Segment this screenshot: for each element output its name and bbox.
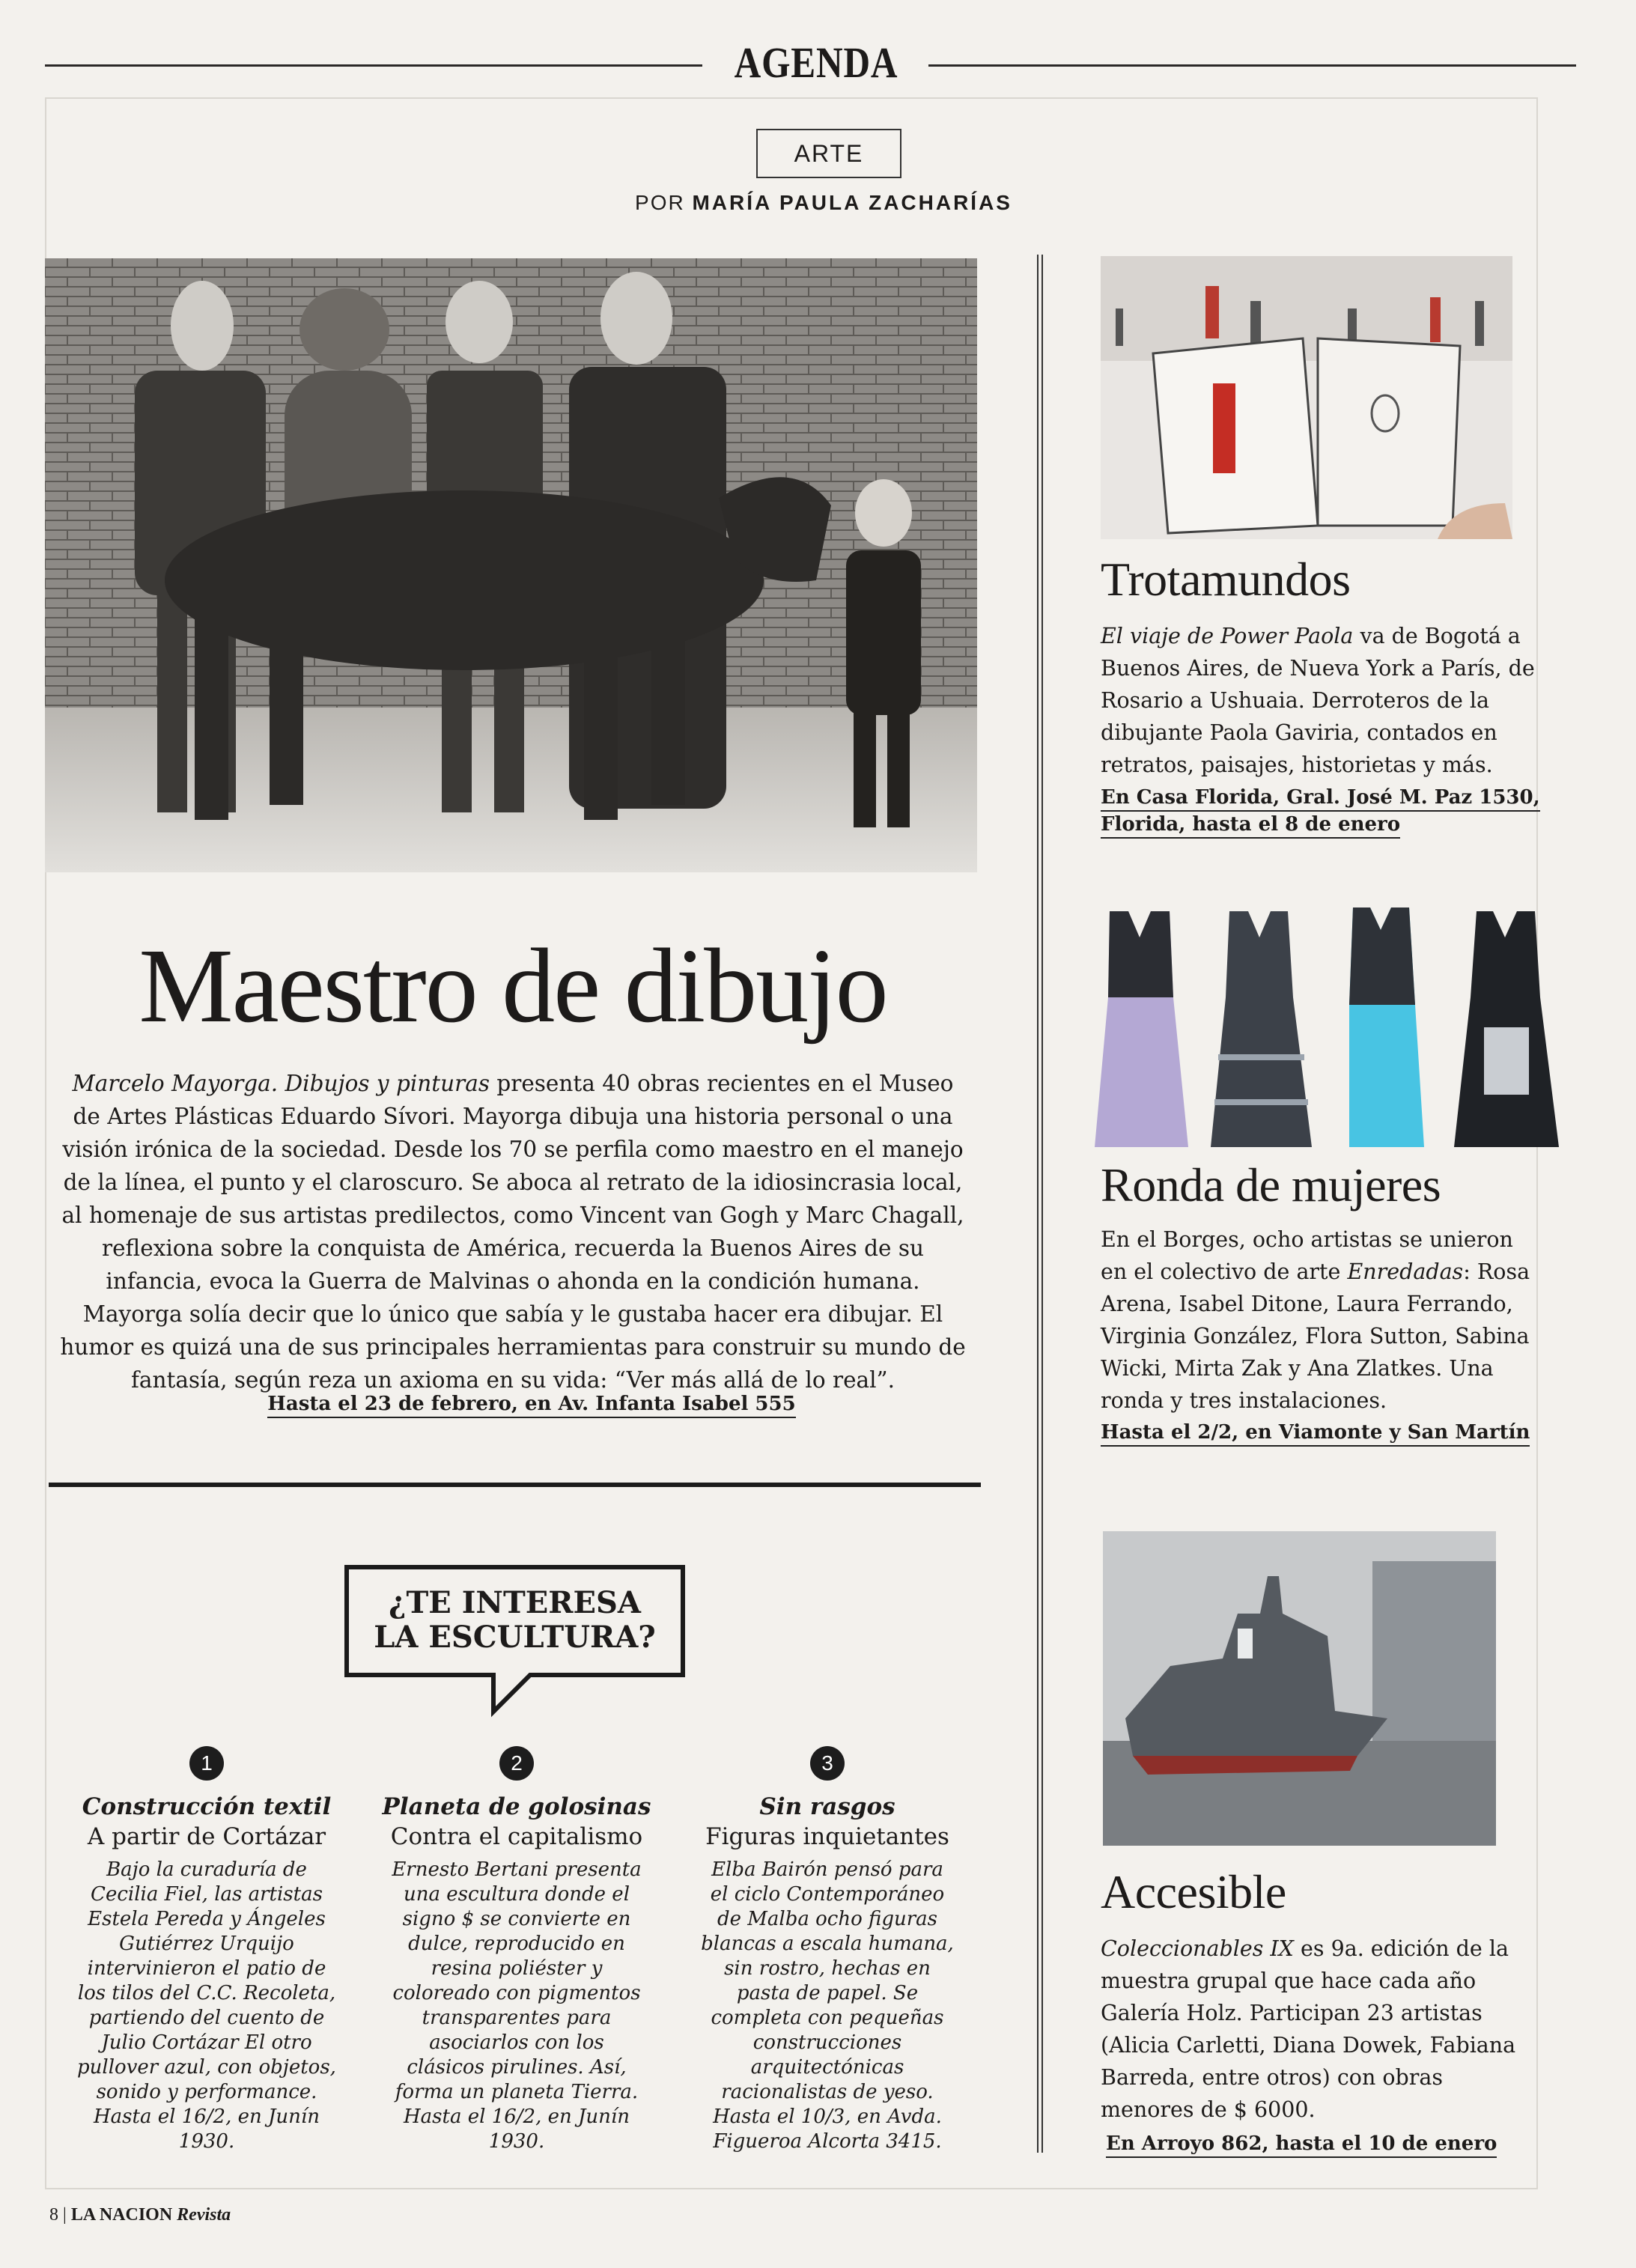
article-credit-wrap bbox=[225, 1393, 839, 1415]
item-subtitle: Figuras inquietantes bbox=[705, 1823, 949, 1850]
item-number-3: 3 bbox=[810, 1746, 845, 1781]
question-bubble bbox=[344, 1565, 685, 1677]
item-title: Planeta de golosinas bbox=[382, 1793, 651, 1820]
item-title: Construcción textil bbox=[82, 1793, 332, 1820]
publication-section: Revista bbox=[177, 2205, 231, 2225]
question-line-1: ¿TE INTERESA bbox=[389, 1585, 641, 1620]
section-title: AGENDA bbox=[734, 38, 898, 87]
accesible-title: Accesible bbox=[1101, 1865, 1286, 1918]
trotamundos-title: Trotamundos bbox=[1101, 553, 1351, 606]
byline-prefix: POR bbox=[635, 191, 685, 214]
publication-name: LA NACION bbox=[70, 2205, 173, 2225]
accesible-text: es 9a. edición de la muestra grupal que hace cada año Galería Holz. Participan 23 artistas (Alicia Carletti, Diana Dowek, Fabiana Barreda, entre otros) con obras menores de $ 6000. bbox=[1101, 1936, 1516, 2122]
main-artwork-image bbox=[45, 258, 977, 872]
accesible-image bbox=[1103, 1531, 1496, 1846]
item-number-2: 2 bbox=[499, 1746, 534, 1781]
ronda-collective: Enredadas bbox=[1347, 1259, 1464, 1284]
section-divider bbox=[49, 1483, 981, 1487]
trotamundos-credit-line-2: Florida, hasta el 8 de enero bbox=[1101, 813, 1400, 839]
sculpture-item-1 bbox=[57, 1792, 356, 2154]
accesible-body bbox=[1101, 1933, 1542, 2126]
item-text: Bajo la curaduría de Cecilia Fiel, las artistas Estela Pereda y Ángeles Gutiérrez Urquijo intervinieron el patio de los tilos del C.C. Recoleta, partiendo del cuento de Julio Cortázar El otro pullover azul, con objetos, sonido y performance. Hasta el 16/2, en Junín 1930. bbox=[77, 1858, 336, 2153]
trotamundos-credit-line-1: En Casa Florida, Gral. José M. Paz 1530, bbox=[1101, 786, 1540, 812]
header-rule-left bbox=[45, 64, 702, 67]
sculpture-item-2 bbox=[367, 1792, 666, 2154]
item-subtitle: A partir de Cortázar bbox=[87, 1823, 326, 1850]
article-text: presenta 40 obras recientes en el Museo de Artes Plásticas Eduardo Sívori. Mayorga dibuja una historia personal o una visión irónica de la sociedad. Desde los 70 se perfila como maestro en el manejo de la línea, el punto y el claroscuro. Se aboca al retrato de la idiosincrasia local, al homenaje de sus artistas predilectos, como Vincent van Gogh y Marc Chagall, reflexiona sobre la conquista de América, recuerda la Buenos Aires de su infancia, evoca la Guerra de Malvinas o ahonda en la condición humana. Mayorga solía decir que lo único que sabía y le gustaba hacer era dibujar. El humor es quizá una de sus principales herramientas para construir su mundo de fantasía, según reza un axioma en su vida: “Ver más allá de lo real”. bbox=[60, 1071, 966, 1393]
item-text: Elba Bairón pensó para el ciclo Contemporáneo de Malba ocho figuras blancas a escala humana, sin rostro, hechas en pasta de papel. Se completa con pequeñas construcciones arquitectónicas racionalistas de yeso. Hasta el 10/3, en Avda. Figueroa Alcorta 3415. bbox=[701, 1858, 954, 2153]
bubble-tail bbox=[490, 1673, 543, 1718]
category-label: ARTE bbox=[756, 129, 901, 178]
article-title: Maestro de dibujo bbox=[139, 926, 887, 1045]
item-text: Ernesto Bertani presenta una escultura donde el signo $ se convierte en dulce, reproducido en resina poliéster y coloreado con pigmentos transparentes para asociarlos con los clásicos pirulines. Así, forma un planeta Tierra. Hasta el 16/2, en Junín 1930. bbox=[392, 1858, 642, 2153]
article-lead: Marcelo Mayorga. Dibujos y pinturas bbox=[72, 1071, 490, 1096]
sculpture-item-3 bbox=[678, 1792, 977, 2154]
item-title: Sin rasgos bbox=[759, 1793, 895, 1820]
question-line-2: LA ESCULTURA? bbox=[374, 1620, 656, 1655]
trotamundos-text: va de Bogotá a Buenos Aires, de Nueva York a París, de Rosario a Ushuaia. Derroteros de la dibujante Paola Gaviria, contados en retratos, paisajes, historietas y más. bbox=[1101, 624, 1535, 777]
header-rule-right bbox=[928, 64, 1576, 67]
accesible-lead: Coleccionables IX bbox=[1101, 1936, 1294, 1961]
accesible-credit: En Arroyo 862, hasta el 10 de enero bbox=[1106, 2132, 1497, 2158]
article-credit: Hasta el 23 de febrero, en Av. Infanta Isabel 555 bbox=[267, 1393, 795, 1418]
ronda-title: Ronda de mujeres bbox=[1101, 1158, 1441, 1211]
page-number: 8 bbox=[49, 2205, 58, 2225]
item-subtitle: Contra el capitalismo bbox=[390, 1823, 643, 1850]
author-name: MARÍA PAULA ZACHARÍAS bbox=[692, 191, 1012, 214]
trotamundos-lead: El viaje de Power Paola bbox=[1101, 624, 1354, 648]
ronda-credit: Hasta el 2/2, en Viamonte y San Martín bbox=[1101, 1421, 1530, 1447]
article-body bbox=[56, 1067, 970, 1396]
trotamundos-credit bbox=[1101, 786, 1540, 836]
accesible-credit-wrap bbox=[1106, 2132, 1497, 2155]
ronda-text-b: : Rosa Arena, Isabel Ditone, Laura Ferrando, Virginia González, Flora Sutton, Sabina Wicki, Mirta Zak y Ana Zlatkes. Una ronda y tres instalaciones. bbox=[1101, 1259, 1530, 1413]
byline bbox=[524, 191, 1123, 215]
dresses-image bbox=[1095, 907, 1566, 1151]
trotamundos-image bbox=[1101, 256, 1512, 539]
item-number-1: 1 bbox=[189, 1746, 224, 1781]
page-footer: 8 | LA NACION Revista bbox=[49, 2205, 231, 2225]
column-divider bbox=[1037, 255, 1043, 2153]
ronda-text-a: En el Borges, ocho artistas se unieron en el colectivo de arte bbox=[1101, 1227, 1513, 1284]
ronda-credit-wrap bbox=[1101, 1421, 1530, 1444]
trotamundos-body bbox=[1101, 620, 1535, 781]
ronda-body bbox=[1101, 1223, 1535, 1417]
